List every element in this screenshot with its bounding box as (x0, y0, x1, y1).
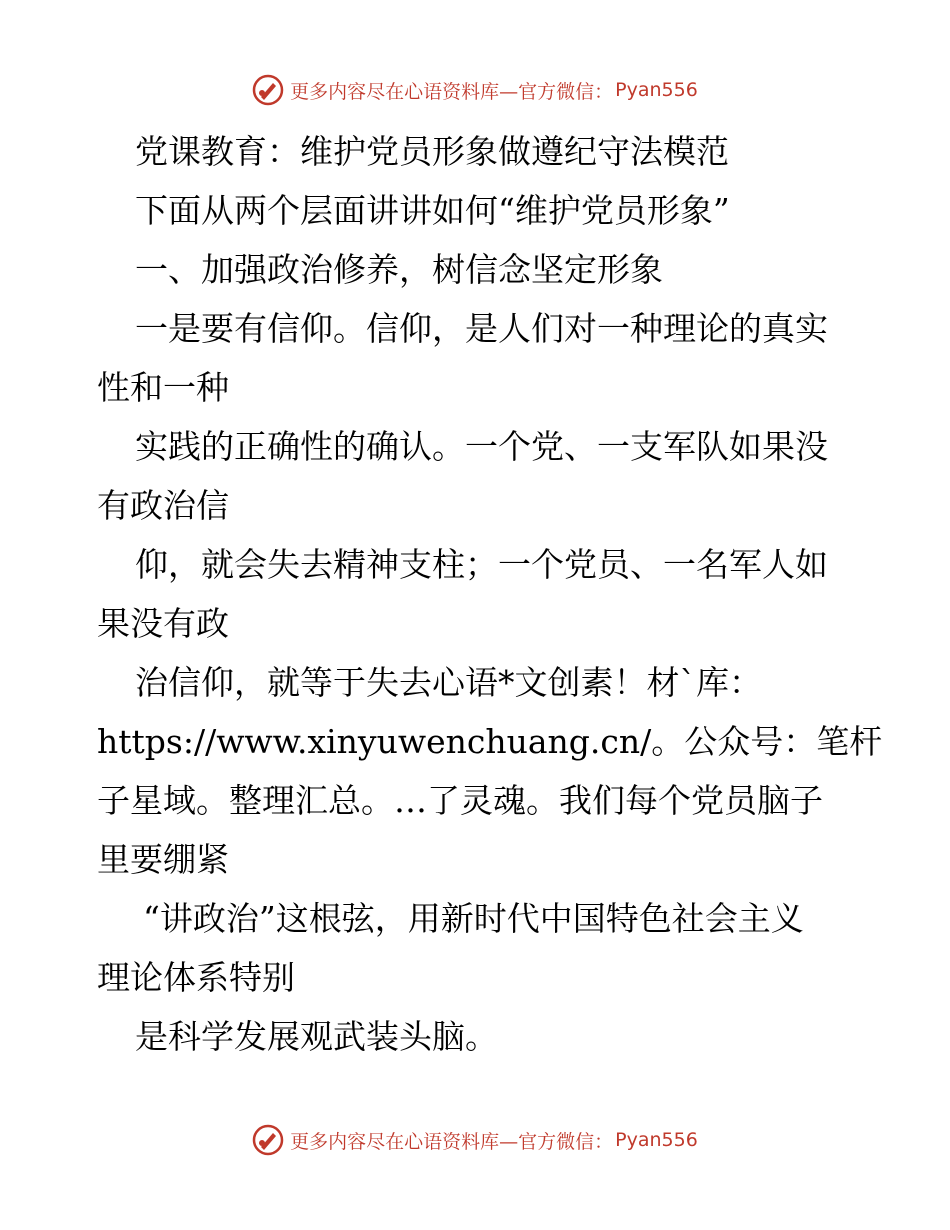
pen-logo-icon (252, 1124, 284, 1156)
text-line: 性和一种 (97, 368, 229, 407)
document-body (97, 122, 883, 1066)
banner-wechat-id: Pyan556 (615, 79, 698, 101)
banner-text: 更多内容尽在心语资料库—官方微信： (290, 1130, 614, 1153)
text-line: 一是要有信仰。信仰，是人们对一种理论的真实 (135, 309, 828, 348)
document-title: 党课教育：维护党员形象做遵纪守法模范 (135, 132, 729, 171)
section-heading: 一、加强政治修养，树信念坚定形象 (135, 250, 663, 289)
text-line: 子星域。整理汇总。…了灵魂。我们每个党员脑子 (97, 781, 823, 820)
text-line: 理论体系特别 (97, 958, 295, 997)
text-line: 下面从两个层面讲讲如何“维护党员形象” (135, 191, 730, 230)
text-line: 里要绷紧 (97, 840, 229, 879)
text-line: 实践的正确性的确认。一个党、一支军队如果没 (135, 427, 828, 466)
text-line-url: https://www.xinyuwenchuang.cn/。公众号：笔杆 (97, 722, 883, 761)
text-line: 仰，就会失去精神支柱；一个党员、一名军人如 (135, 545, 828, 584)
text-line: 有政治信 (97, 486, 229, 525)
pen-logo-icon (252, 74, 284, 106)
text-line: 治信仰，就等于失去心语*文创素！材`库： (135, 663, 762, 702)
text-line: “讲政治”这根弦，用新时代中国特色社会主义 (143, 899, 804, 938)
header-watermark-banner (0, 68, 950, 112)
footer-watermark-banner (0, 1118, 950, 1162)
banner-wechat-id: Pyan556 (615, 1129, 698, 1151)
banner-text: 更多内容尽在心语资料库—官方微信： (290, 80, 614, 103)
text-line: 果没有政 (97, 604, 229, 643)
text-line: 是科学发展观武装头脑。 (135, 1017, 498, 1056)
